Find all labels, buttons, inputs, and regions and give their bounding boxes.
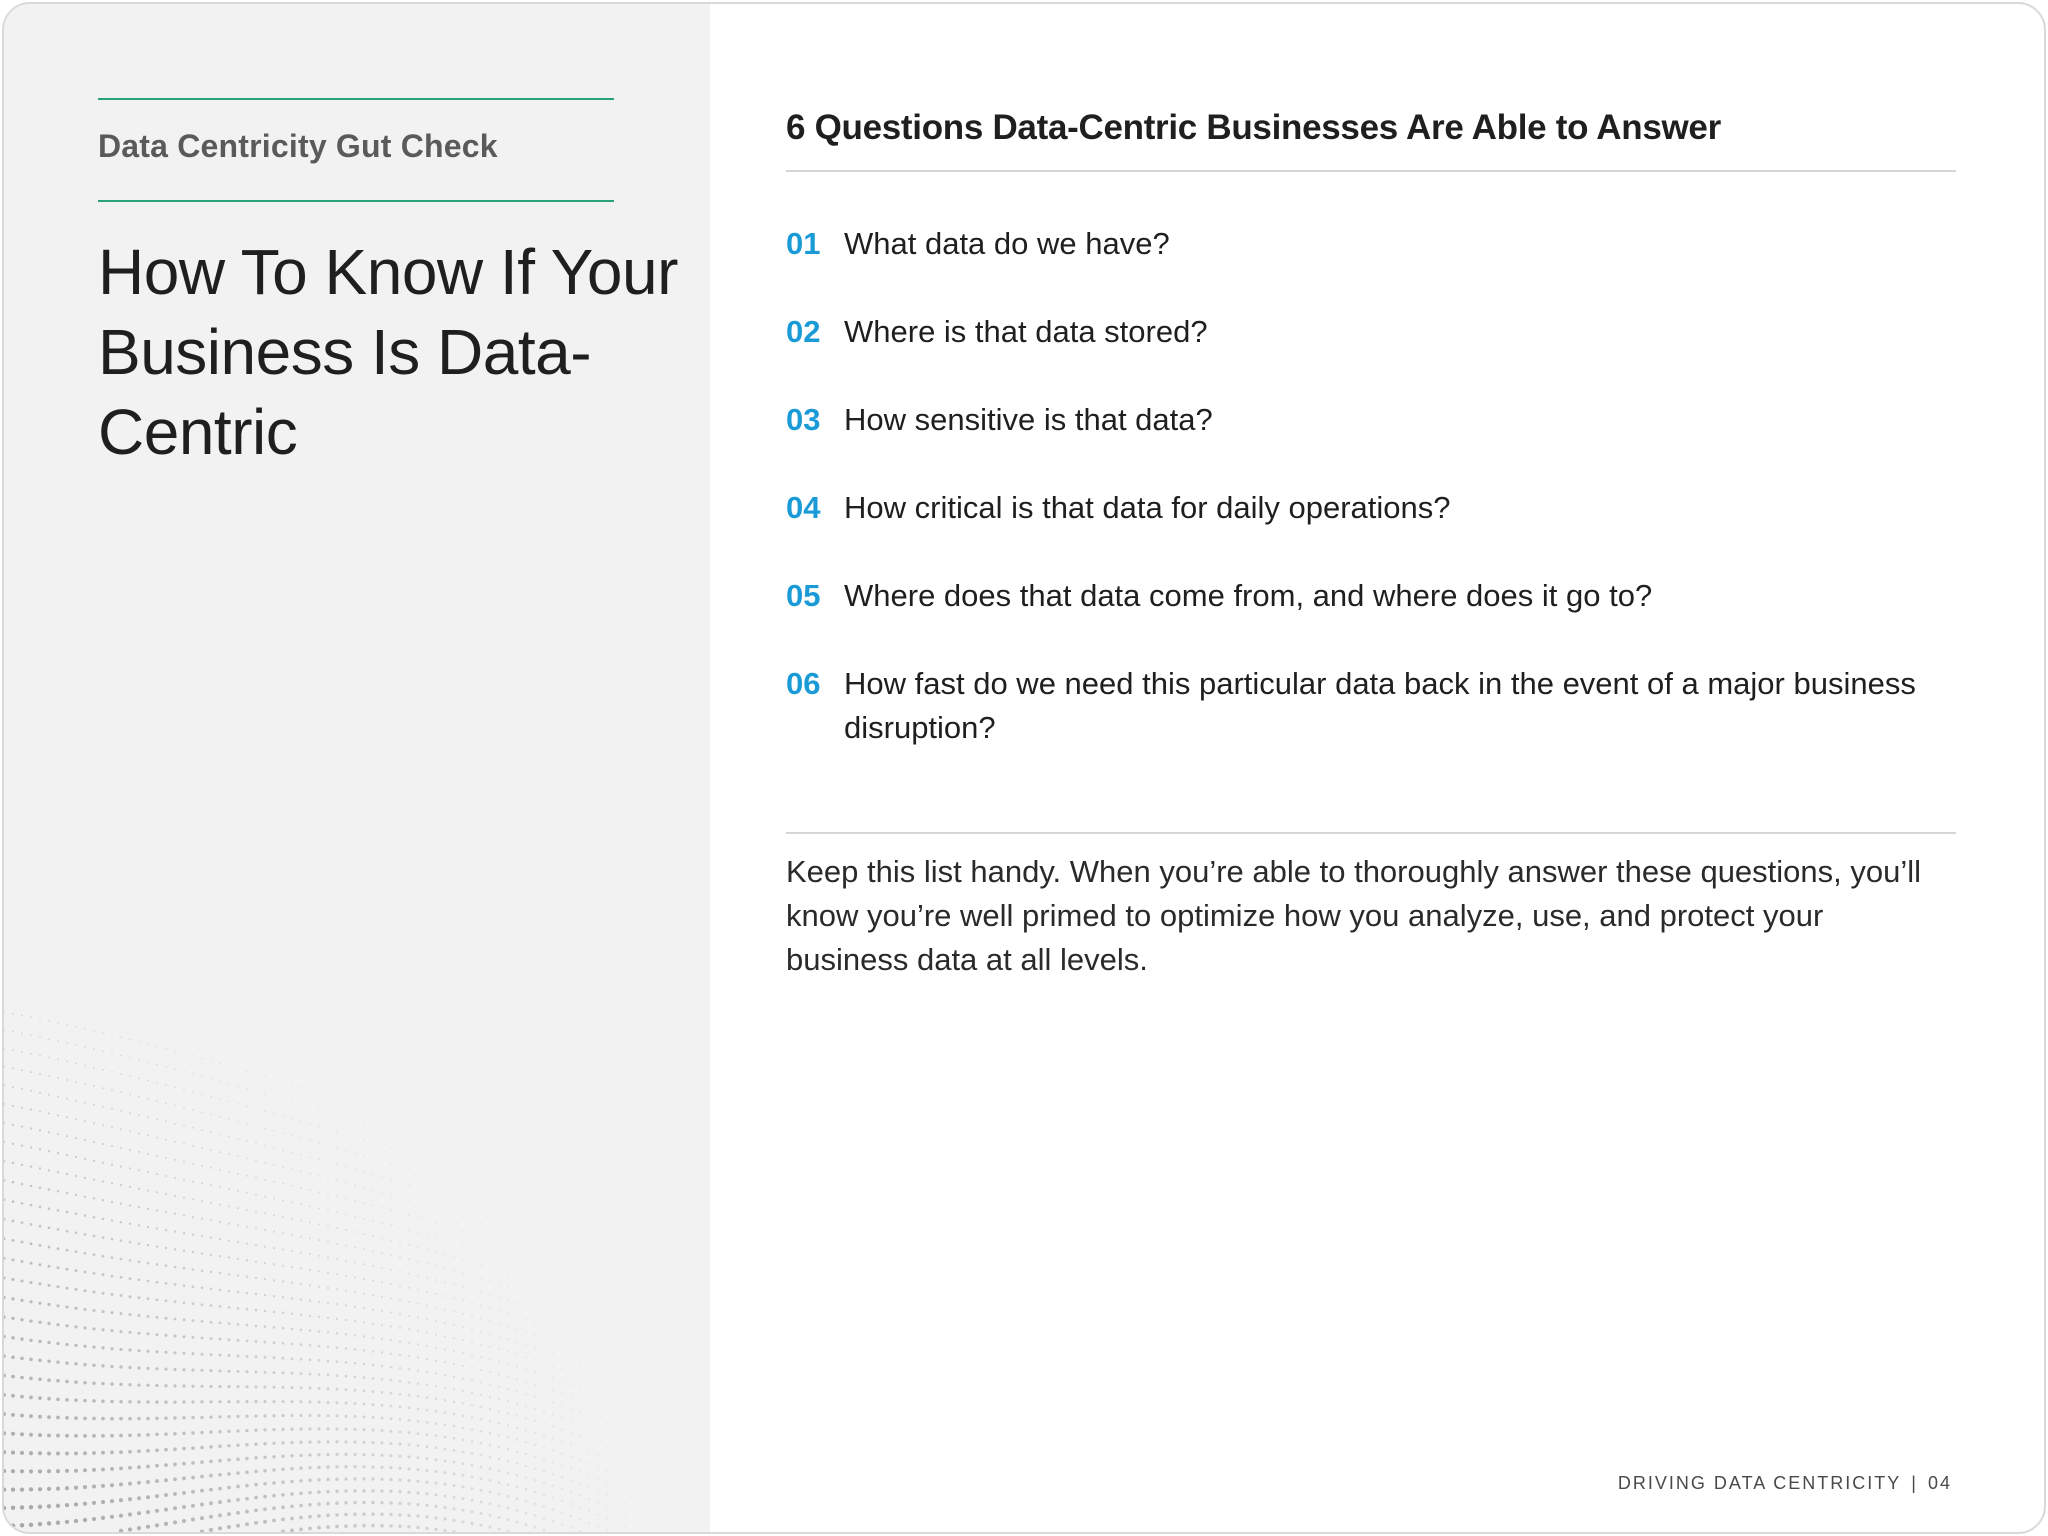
list-item <box>786 662 1956 750</box>
question-text: What data do we have? <box>844 226 1170 261</box>
list-item <box>786 310 1956 354</box>
list-item <box>786 222 1956 266</box>
left-panel <box>4 4 710 1532</box>
question-number: 01 <box>786 226 821 261</box>
question-text: How critical is that data for daily operations? <box>844 490 1451 525</box>
question-text: How fast do we need this particular data back in the event of a major business disruption? <box>844 666 1916 745</box>
section-title-rule <box>786 170 1956 172</box>
document-page <box>2 2 2046 1534</box>
question-number: 04 <box>786 490 821 525</box>
question-text: How sensitive is that data? <box>844 402 1213 437</box>
list-item <box>786 398 1956 442</box>
closing-rule <box>786 832 1956 834</box>
list-item <box>786 574 1956 618</box>
question-number: 05 <box>786 578 821 613</box>
dot-wave-pattern <box>4 972 710 1532</box>
question-number: 03 <box>786 402 821 437</box>
footer-label: DRIVING DATA CENTRICITY <box>1617 1473 1902 1493</box>
question-list <box>786 222 1956 794</box>
closing-paragraph: Keep this list handy. When you’re able to thoroughly answer these questions, you’ll know you’re well primed to optimize how you analyze, use, and protect your business data at all levels. <box>786 854 1922 977</box>
eyebrow-bottom-rule <box>98 200 614 202</box>
page-title: How To Know If Your Business Is Data-Centric <box>98 236 678 468</box>
eyebrow-label: Data Centricity Gut Check <box>98 128 498 164</box>
question-text: Where does that data come from, and where does it go to? <box>844 578 1653 613</box>
question-number: 02 <box>786 314 821 349</box>
footer-separator: | <box>1911 1473 1918 1493</box>
page-number: 04 <box>1927 1473 1952 1493</box>
eyebrow-top-rule <box>98 98 614 100</box>
question-number: 06 <box>786 666 821 701</box>
page-footer <box>1618 1473 1952 1494</box>
question-text: Where is that data stored? <box>844 314 1208 349</box>
list-item <box>786 486 1956 530</box>
section-title: 6 Questions Data-Centric Businesses Are Able to Answer <box>786 108 1721 147</box>
